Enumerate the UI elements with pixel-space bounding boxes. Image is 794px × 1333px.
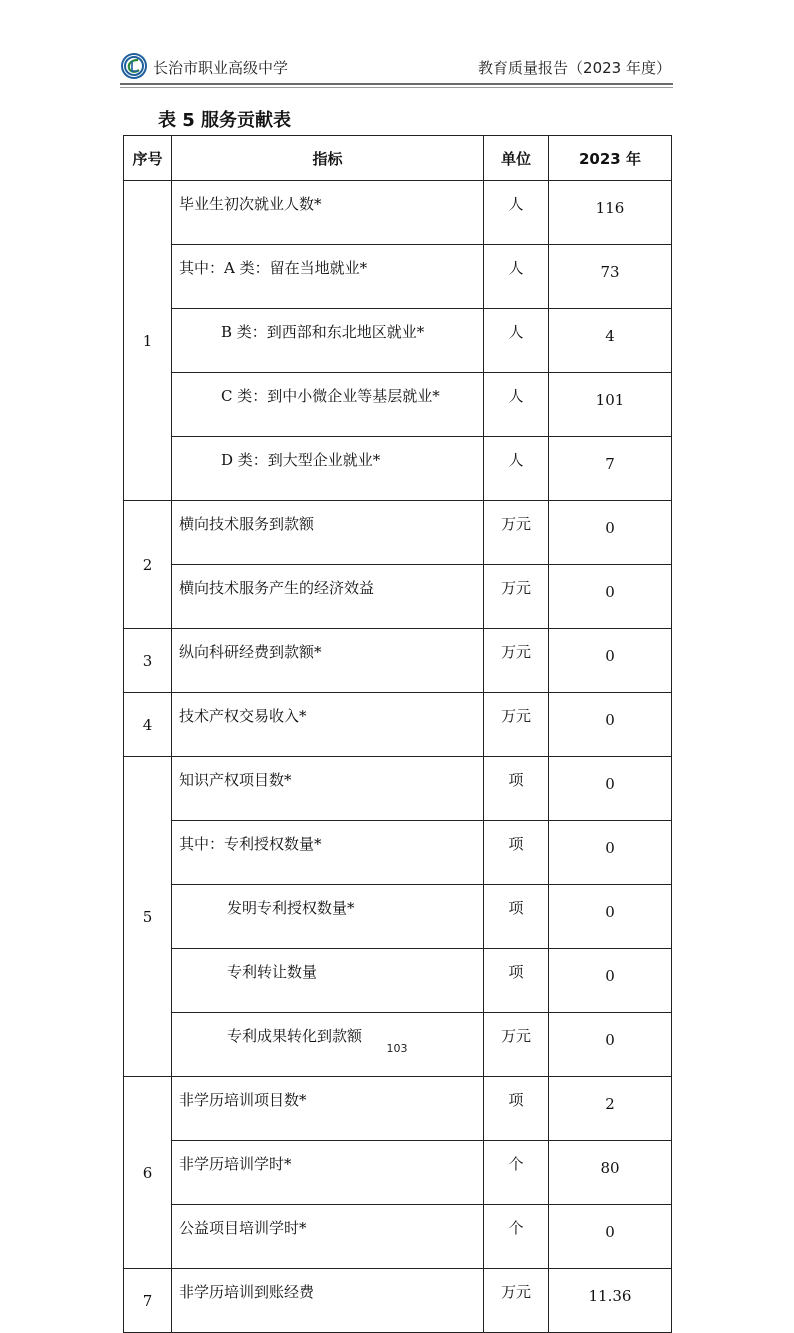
value-cell: 7	[549, 437, 672, 501]
table-header-row	[124, 136, 672, 181]
value-cell: 116	[549, 181, 672, 245]
table-row	[124, 373, 672, 437]
table-row	[124, 629, 672, 693]
row-seq-cell: 1	[124, 181, 172, 501]
unit-cell: 万元	[484, 1269, 549, 1333]
column-header-year: 2023 年	[549, 136, 672, 181]
unit-cell: 项	[484, 821, 549, 885]
value-cell: 101	[549, 373, 672, 437]
table-row	[124, 501, 672, 565]
indicator-cell: 非学历培训到账经费	[172, 1269, 484, 1333]
header-rule-thin	[120, 87, 673, 88]
indicator-cell: B 类：到西部和东北地区就业*	[172, 309, 484, 373]
unit-cell: 个	[484, 1205, 549, 1269]
unit-cell: 人	[484, 309, 549, 373]
table-row	[124, 181, 672, 245]
indicator-cell: 专利转让数量	[172, 949, 484, 1013]
unit-cell: 万元	[484, 693, 549, 757]
value-cell: 2	[549, 1077, 672, 1141]
indicator-cell: 其中：专利授权数量*	[172, 821, 484, 885]
service-contribution-table	[123, 135, 672, 1333]
row-seq-cell: 2	[124, 501, 172, 629]
indicator-cell: 发明专利授权数量*	[172, 885, 484, 949]
row-seq-cell: 7	[124, 1269, 172, 1333]
indicator-cell: C 类：到中小微企业等基层就业*	[172, 373, 484, 437]
table-row	[124, 1077, 672, 1141]
table-row	[124, 1205, 672, 1269]
page-number: 103	[386, 1042, 408, 1055]
report-title: 教育质量报告（2023 年度）	[478, 59, 671, 77]
column-header-indicator: 指标	[172, 136, 484, 181]
row-seq-cell: 3	[124, 629, 172, 693]
unit-cell: 个	[484, 1141, 549, 1205]
value-cell: 0	[549, 629, 672, 693]
value-cell: 0	[549, 757, 672, 821]
table-row	[124, 309, 672, 373]
unit-cell: 万元	[484, 565, 549, 629]
column-header-unit: 单位	[484, 136, 549, 181]
table-row	[124, 565, 672, 629]
value-cell: 0	[549, 821, 672, 885]
value-cell: 0	[549, 885, 672, 949]
indicator-cell: 横向技术服务产生的经济效益	[172, 565, 484, 629]
unit-cell: 项	[484, 949, 549, 1013]
indicator-cell: 专利成果转化到款额	[172, 1013, 484, 1077]
indicator-cell: 非学历培训学时*	[172, 1141, 484, 1205]
unit-cell: 万元	[484, 629, 549, 693]
unit-cell: 人	[484, 373, 549, 437]
value-cell: 0	[549, 501, 672, 565]
indicator-cell: 纵向科研经费到款额*	[172, 629, 484, 693]
unit-cell: 项	[484, 885, 549, 949]
indicator-cell: 技术产权交易收入*	[172, 693, 484, 757]
table-row	[124, 437, 672, 501]
value-cell: 4	[549, 309, 672, 373]
row-seq-cell: 5	[124, 757, 172, 1077]
indicator-cell: 毕业生初次就业人数*	[172, 181, 484, 245]
table-row	[124, 693, 672, 757]
school-logo-icon	[120, 52, 148, 80]
value-cell: 80	[549, 1141, 672, 1205]
unit-cell: 项	[484, 1077, 549, 1141]
unit-cell: 万元	[484, 1013, 549, 1077]
indicator-cell: 横向技术服务到款额	[172, 501, 484, 565]
column-header-seq: 序号	[124, 136, 172, 181]
school-name: 长治市职业高级中学	[153, 59, 289, 77]
table-row	[124, 1269, 672, 1333]
indicator-cell: 公益项目培训学时*	[172, 1205, 484, 1269]
table-row	[124, 757, 672, 821]
indicator-cell: D 类：到大型企业就业*	[172, 437, 484, 501]
indicator-cell: 非学历培训项目数*	[172, 1077, 484, 1141]
indicator-cell: 知识产权项目数*	[172, 757, 484, 821]
unit-cell: 人	[484, 245, 549, 309]
table-row	[124, 245, 672, 309]
value-cell: 11.36	[549, 1269, 672, 1333]
table-row	[124, 885, 672, 949]
value-cell: 0	[549, 693, 672, 757]
unit-cell: 人	[484, 437, 549, 501]
table-body	[124, 181, 672, 1333]
row-seq-cell: 4	[124, 693, 172, 757]
page-header	[120, 46, 673, 88]
indicator-cell: 其中：A 类：留在当地就业*	[172, 245, 484, 309]
value-cell: 0	[549, 949, 672, 1013]
value-cell: 73	[549, 245, 672, 309]
value-cell: 0	[549, 565, 672, 629]
unit-cell: 项	[484, 757, 549, 821]
unit-cell: 人	[484, 181, 549, 245]
header-rule	[120, 83, 673, 85]
value-cell: 0	[549, 1013, 672, 1077]
table-row	[124, 821, 672, 885]
table-title: 表 5 服务贡献表	[158, 110, 292, 131]
row-seq-cell: 6	[124, 1077, 172, 1269]
table-row	[124, 949, 672, 1013]
value-cell: 0	[549, 1205, 672, 1269]
table-row	[124, 1141, 672, 1205]
unit-cell: 万元	[484, 501, 549, 565]
